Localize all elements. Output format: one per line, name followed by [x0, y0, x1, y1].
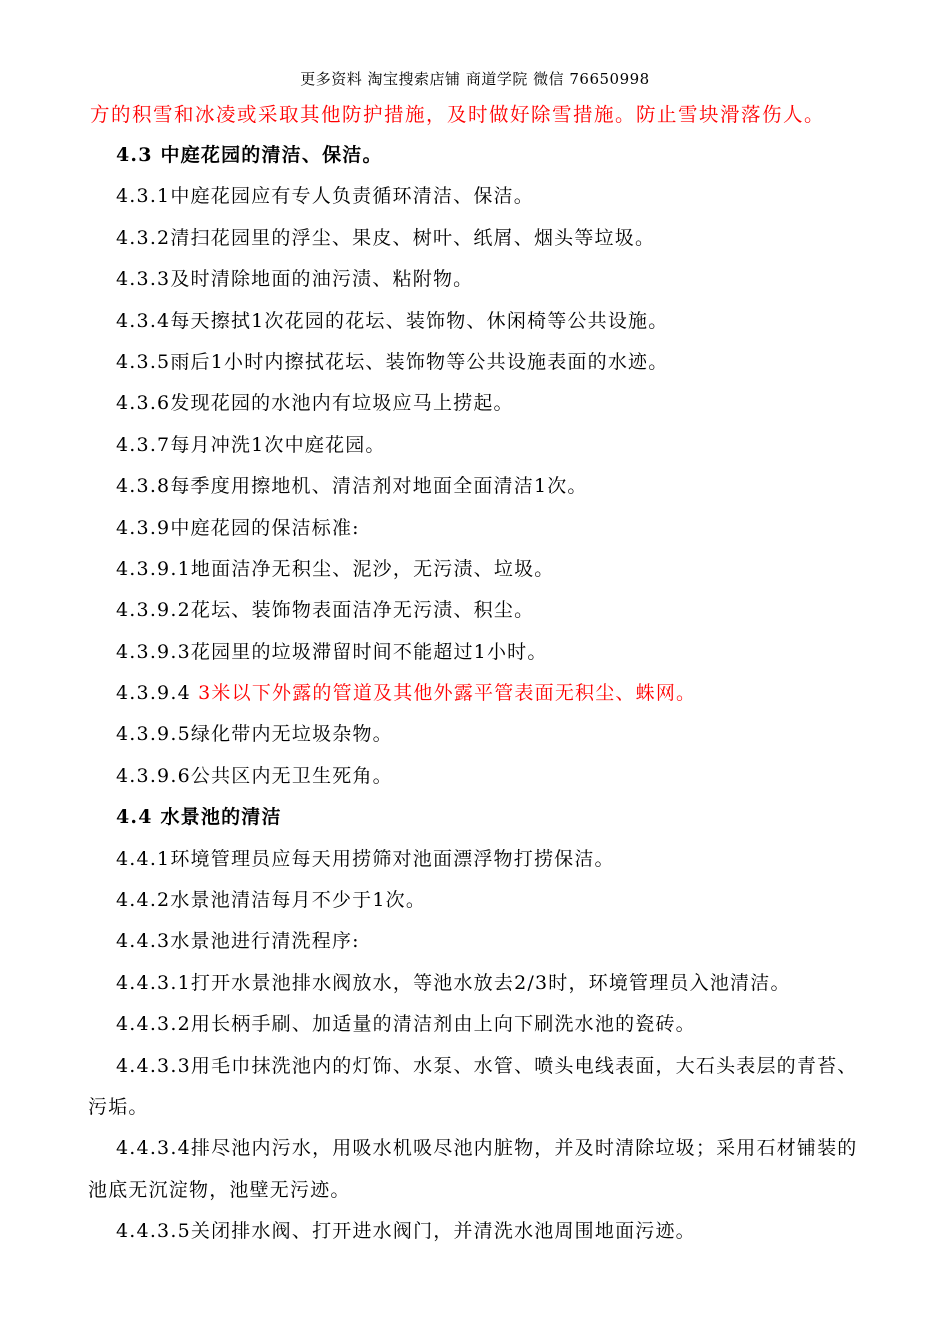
item-4-4-3: 4.4.3水景池进行清洗程序:	[116, 930, 360, 953]
section-4-4-title: 4.4 水景池的清洁	[116, 806, 282, 829]
item-4-3-9-5: 4.3.9.5绿化带内无垃圾杂物。	[116, 723, 393, 746]
item-4-3-3: 4.3.3及时清除地面的油污渍、粘附物。	[116, 268, 474, 291]
item-4-3-9-4	[88, 673, 868, 714]
item-4-3-9-3: 4.3.9.3花园里的垃圾滞留时间不能超过1小时。	[116, 640, 548, 663]
item-4-3-8: 4.3.8每季度用擦地机、清洁剂对地面全面清洁1次。	[116, 475, 588, 498]
item-4-4-3-2: 4.4.3.2用长柄手刷、加适量的清洁剂由上向下刷洗水池的瓷砖。	[116, 1013, 696, 1036]
document-body	[88, 135, 868, 1253]
section-4-3-title: 4.3 中庭花园的清洁、保洁。	[116, 144, 383, 166]
item-4-3-9-1: 4.3.9.1地面洁净无积尘、泥沙，无污渍、垃圾。	[116, 557, 555, 580]
page-header: 更多资料 淘宝搜索店铺 商道学院 微信 76650998	[300, 70, 650, 88]
item-4-3-9-4-text: 3米以下外露的管道及其他外露平管表面无积尘、蛛网。	[198, 682, 697, 705]
item-4-3-5: 4.3.5雨后1小时内擦拭花坛、装饰物等公共设施表面的水迹。	[116, 350, 669, 373]
item-4-3-1: 4.3.1中庭花园应有专人负责循环清洁、保洁。	[116, 185, 534, 208]
item-4-3-9-2: 4.3.9.2花坛、装饰物表面洁净无污渍、积尘。	[116, 599, 535, 622]
item-4-3-6: 4.3.6发现花园的水池内有垃圾应马上捞起。	[116, 392, 514, 415]
item-4-3-7: 4.3.7每月冲洗1次中庭花园。	[116, 433, 386, 456]
item-4-3-9: 4.3.9中庭花园的保洁标准:	[116, 516, 360, 539]
item-4-4-3-3: 4.4.3.3用毛巾抹洗池内的灯饰、水泵、水管、喷头电线表面，大石头表层的青苔、污垢。	[88, 1054, 858, 1118]
item-4-4-3-5: 4.4.3.5关闭排水阀、打开进水阀门，并清洗水池周围地面污迹。	[116, 1220, 696, 1243]
item-4-3-4: 4.3.4每天擦拭1次花园的花坛、装饰物、休闲椅等公共设施。	[116, 309, 669, 332]
intro-red-text: 方的积雪和冰凌或采取其他防护措施，及时做好除雪措施。防止雪块滑落伤人。	[90, 103, 826, 126]
item-4-4-1: 4.4.1环境管理员应每天用捞筛对池面漂浮物打捞保洁。	[116, 847, 615, 870]
item-4-3-9-6: 4.3.9.6公共区内无卫生死角。	[116, 764, 393, 787]
item-4-3-9-4-number: 4.3.9.4	[116, 682, 199, 705]
item-4-4-2: 4.4.2水景池清洁每月不少于1次。	[116, 889, 427, 912]
item-4-4-3-1: 4.4.3.1打开水景池排水阀放水，等池水放去2/3时，环境管理员入池清洁。	[116, 971, 791, 994]
item-4-4-3-4: 4.4.3.4排尽池内污水，用吸水机吸尽池内脏物，并及时清除垃圾；采用石材铺装的池底无沉淀物，池壁无污迹。	[88, 1137, 858, 1201]
item-4-3-2: 4.3.2清扫花园里的浮尘、果皮、树叶、纸屑、烟头等垃圾。	[116, 226, 656, 249]
